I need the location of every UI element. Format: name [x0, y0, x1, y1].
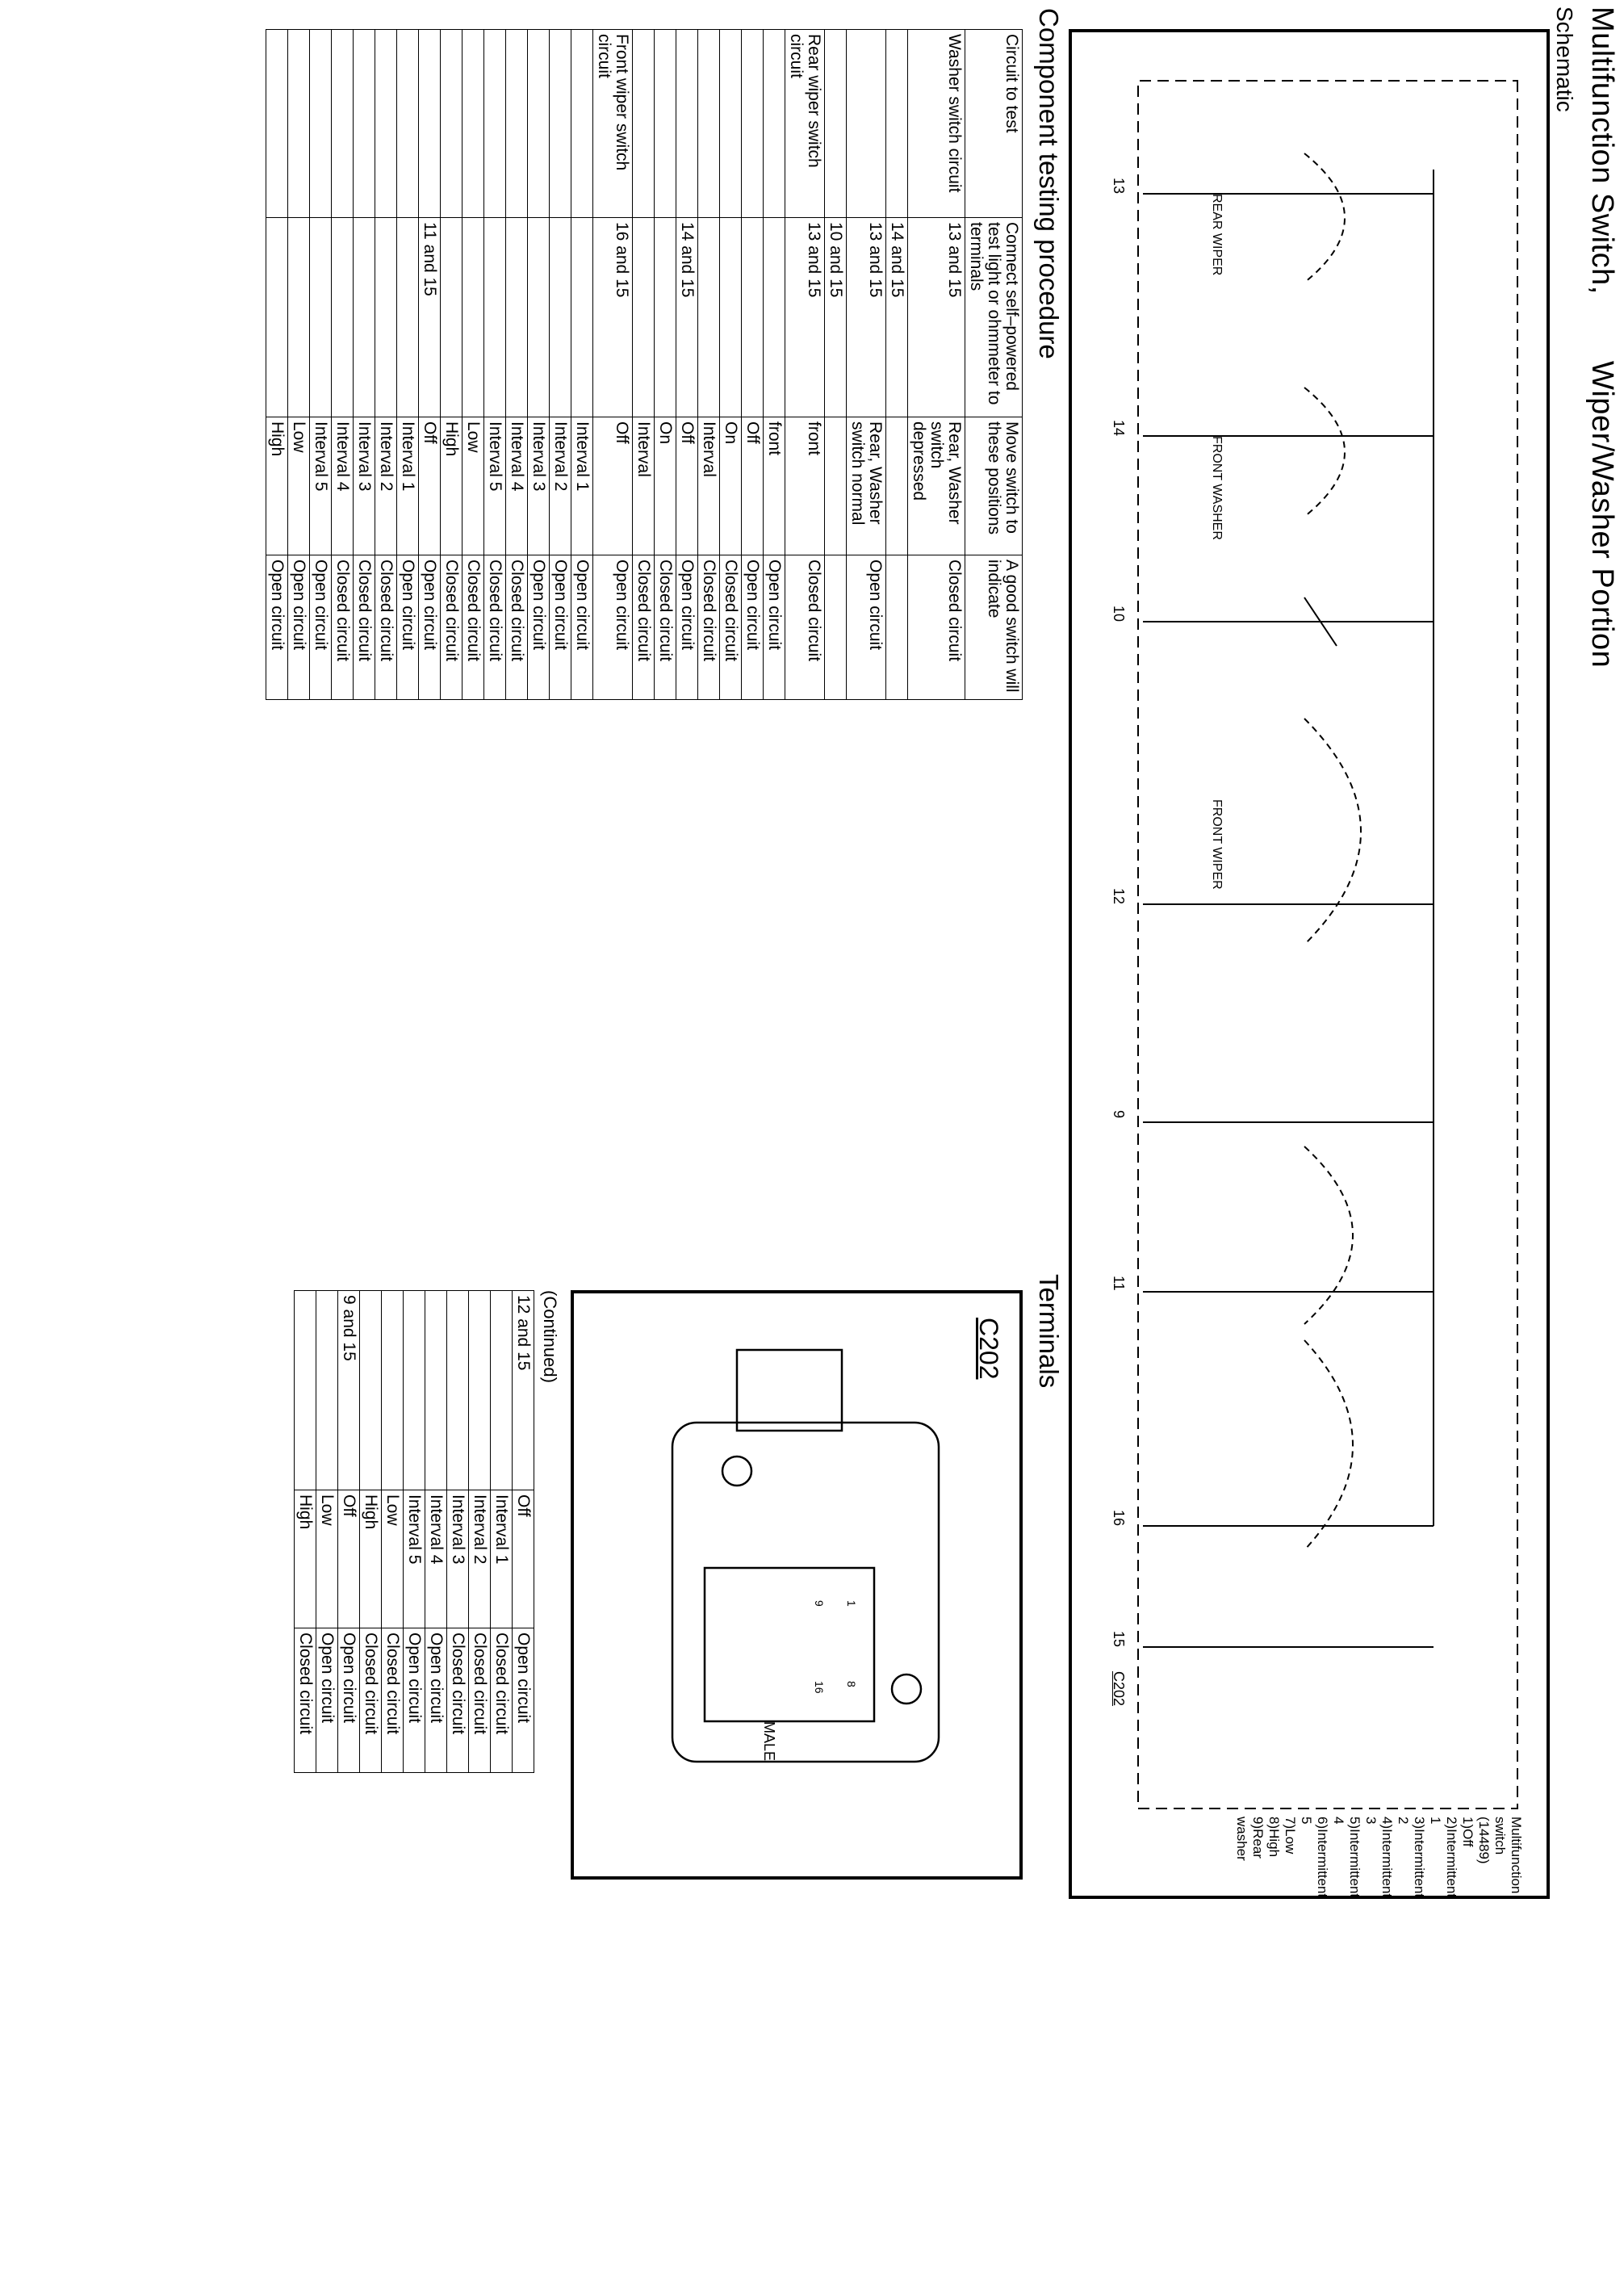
front-wiper-arc [1304, 719, 1361, 945]
cell-terminals: 16 and 15 [593, 218, 633, 417]
title-part-2: Wiper/Washer Portion [1585, 361, 1619, 668]
cell-result: Open circuit [266, 555, 288, 700]
cell-position: Off [338, 1490, 360, 1628]
cell-circuit [266, 30, 288, 218]
procedure-table [266, 29, 1023, 700]
table-row [338, 1291, 360, 1773]
cell-terminals: 12 and 15 [513, 1291, 534, 1490]
cell-result: Closed circuit [360, 1628, 382, 1773]
schematic-diagram [1072, 32, 1547, 1896]
connector-label: C202 [974, 1318, 1003, 1380]
cell-position: Interval 4 [425, 1490, 447, 1628]
cell-circuit [825, 30, 847, 218]
cell-result: Open circuit [528, 555, 550, 700]
cell-terminals: 9 and 15 [338, 1291, 360, 1490]
table-row [593, 30, 633, 700]
connector-pin-housing [705, 1568, 874, 1721]
rear-wiper-label: REAR WIPER [1210, 194, 1224, 276]
cell-circuit [550, 30, 571, 218]
cell-terminals [354, 218, 375, 417]
table-row [847, 30, 886, 700]
cell-circuit [375, 30, 397, 218]
table-row [698, 30, 720, 700]
terminal-label-15: 15 [1111, 1631, 1127, 1648]
cell-circuit [354, 30, 375, 218]
table-row [886, 30, 908, 700]
cell-terminals [484, 218, 506, 417]
cell-position: Interval 1 [571, 417, 593, 555]
connector-box [571, 1290, 1023, 1880]
cell-terminals [295, 1291, 316, 1490]
cell-result: Closed circuit [655, 555, 676, 700]
cell-position: front [764, 417, 785, 555]
cell-position: Off [593, 417, 633, 555]
cell-result: Closed circuit [382, 1628, 404, 1773]
cell-position: Off [742, 417, 764, 555]
cell-circuit [742, 30, 764, 218]
cell-circuit: Washer switch circuit [908, 30, 965, 218]
front-washer-arc [1304, 388, 1345, 517]
cell-terminals [441, 218, 463, 417]
terminal-label-13: 13 [1111, 178, 1127, 195]
cell-circuit: Front wiper switch circuit [593, 30, 633, 218]
table-row [397, 30, 419, 700]
terminal-label-14: 14 [1111, 420, 1127, 437]
cell-circuit [463, 30, 484, 218]
cell-circuit [571, 30, 593, 218]
cell-circuit [676, 30, 698, 218]
table-row [447, 1291, 469, 1773]
table-row [655, 30, 676, 700]
cell-terminals [633, 218, 655, 417]
mount-hole [892, 1674, 921, 1704]
connector-body [672, 1423, 939, 1762]
table-row [550, 30, 571, 700]
cell-position: High [266, 417, 288, 555]
table-row [463, 30, 484, 700]
cell-result: Closed circuit [506, 555, 528, 700]
table-row [676, 30, 698, 700]
cell-position: Interval 3 [447, 1490, 469, 1628]
cell-circuit [720, 30, 742, 218]
cell-position [825, 417, 847, 555]
cell-position: Interval 1 [491, 1490, 513, 1628]
header-connect: Connect self–powered test light or ohmmeter to terminals [965, 218, 1023, 417]
cell-result: Open circuit [338, 1628, 360, 1773]
cell-position: Interval 4 [506, 417, 528, 555]
legend-item: 7)Low [1283, 1817, 1298, 1855]
cell-result: Open circuit [404, 1628, 425, 1773]
cell-terminals [332, 218, 354, 417]
header-circuit: Circuit to test [965, 30, 1023, 218]
header-indicate: A good switch will indicate [965, 555, 1023, 700]
front-washer-label: FRONT WASHER [1210, 436, 1224, 540]
cell-terminals: 11 and 15 [419, 218, 441, 417]
cell-result: Open circuit [288, 555, 310, 700]
cell-circuit [528, 30, 550, 218]
table-row [425, 1291, 447, 1773]
cell-terminals [655, 218, 676, 417]
cell-result: Open circuit [397, 555, 419, 700]
switch-enclosure [1138, 81, 1517, 1808]
schematic-heading: Schematic [1552, 6, 1577, 112]
legend-item: switch (14489) [1476, 1817, 1508, 1864]
legend-item: Multifunction [1509, 1817, 1524, 1894]
continued-table-wrap [294, 1290, 534, 1773]
legend-item: 9)Rear washer [1234, 1817, 1266, 1861]
table-row [310, 30, 332, 700]
cell-circuit [633, 30, 655, 218]
cell-position: Interval 5 [310, 417, 332, 555]
cell-result: Closed circuit [491, 1628, 513, 1773]
cell-position: Off [513, 1490, 534, 1628]
cell-terminals: 10 and 15 [825, 218, 847, 417]
cell-circuit [332, 30, 354, 218]
cell-terminals [469, 1291, 491, 1490]
cell-position: On [655, 417, 676, 555]
legend-item: 5)Intermittent 4 [1331, 1817, 1362, 1898]
table-row [354, 30, 375, 700]
cell-terminals [375, 218, 397, 417]
table-row [484, 30, 506, 700]
cell-position: Rear, Washer switch depressed [908, 417, 965, 555]
cell-result: Open circuit [513, 1628, 534, 1773]
cell-position: Low [463, 417, 484, 555]
arc-16 [1304, 1340, 1353, 1550]
cell-terminals: 13 and 15 [785, 218, 825, 417]
cell-result: Open circuit [847, 555, 886, 700]
cell-position: On [720, 417, 742, 555]
cell-position: Interval 5 [484, 417, 506, 555]
terminals-heading: Terminals [1034, 1274, 1064, 1389]
cell-circuit: Rear wiper switch circuit [785, 30, 825, 218]
cell-circuit [847, 30, 886, 218]
cell-position: High [360, 1490, 382, 1628]
cell-result: Closed circuit [908, 555, 965, 700]
cell-result: Open circuit [419, 555, 441, 700]
table-row [266, 30, 288, 700]
table-row [288, 30, 310, 700]
table-row [825, 30, 847, 700]
cell-position: Low [316, 1490, 338, 1628]
table-row [764, 30, 785, 700]
legend-item: 3)Intermittent 2 [1396, 1817, 1427, 1898]
cell-result: Closed circuit [633, 555, 655, 700]
cell-result: Open circuit [310, 555, 332, 700]
cell-result: Open circuit [316, 1628, 338, 1773]
table-row [513, 1291, 534, 1773]
title-part-1: Multifunction Switch, [1585, 6, 1619, 295]
cell-result: Open circuit [742, 555, 764, 700]
table-row [908, 30, 965, 700]
table-row [571, 30, 593, 700]
schematic-box [1069, 29, 1550, 1899]
cell-circuit [288, 30, 310, 218]
cell-terminals [404, 1291, 425, 1490]
cell-position: Interval [633, 417, 655, 555]
cell-circuit [655, 30, 676, 218]
table-row [360, 1291, 382, 1773]
legend-item: 8)High [1266, 1817, 1282, 1858]
legend-item: 4)Intermittent 3 [1363, 1817, 1395, 1898]
cell-result: Open circuit [676, 555, 698, 700]
table-row [633, 30, 655, 700]
table-row [469, 1291, 491, 1773]
cell-position: Interval 2 [375, 417, 397, 555]
cell-terminals [720, 218, 742, 417]
cell-result: Open circuit [425, 1628, 447, 1773]
connector-drawing [592, 1326, 971, 1842]
table-row [332, 30, 354, 700]
cell-terminals [491, 1291, 513, 1490]
cell-position: Interval 2 [550, 417, 571, 555]
continued-label: (Continued) [540, 1290, 560, 1383]
terminal-label-11: 11 [1111, 1276, 1127, 1291]
cell-result: Closed circuit [332, 555, 354, 700]
cell-position: Interval 3 [354, 417, 375, 555]
cell-result: Closed circuit [354, 555, 375, 700]
cell-circuit [397, 30, 419, 218]
cell-position: Interval 4 [332, 417, 354, 555]
cell-position: High [441, 417, 463, 555]
cell-terminals [528, 218, 550, 417]
cell-terminals [288, 218, 310, 417]
switch-legend [1233, 1817, 1524, 1897]
connector-latch [737, 1350, 842, 1431]
cell-terminals [397, 218, 419, 417]
cell-result: Open circuit [571, 555, 593, 700]
cell-terminals [266, 218, 288, 417]
table-row [375, 30, 397, 700]
cell-circuit [886, 30, 908, 218]
cell-result: Open circuit [593, 555, 633, 700]
cell-terminals [698, 218, 720, 417]
cell-terminals [425, 1291, 447, 1490]
legend-item: 2)Intermittent 1 [1428, 1817, 1459, 1898]
continued-table [294, 1290, 534, 1773]
cell-circuit [310, 30, 332, 218]
header-move: Move switch to these positions [965, 417, 1023, 555]
cell-circuit [441, 30, 463, 218]
cell-terminals [310, 218, 332, 417]
cell-terminals [571, 218, 593, 417]
table-row [720, 30, 742, 700]
cell-result: Closed circuit [295, 1628, 316, 1773]
cell-result: Closed circuit [785, 555, 825, 700]
cell-result: Closed circuit [698, 555, 720, 700]
terminal-label-10: 10 [1111, 606, 1127, 622]
table-row [506, 30, 528, 700]
cell-result: Closed circuit [484, 555, 506, 700]
cell-terminals [764, 218, 785, 417]
terminal-label-12: 12 [1111, 888, 1127, 905]
terminal-label-9: 9 [1111, 1110, 1127, 1119]
legend-item: 6)Intermittent 5 [1299, 1817, 1330, 1898]
procedure-table-wrap [266, 29, 1023, 700]
cell-result [825, 555, 847, 700]
cell-position: Low [288, 417, 310, 555]
cell-result: Closed circuit [469, 1628, 491, 1773]
cell-position: Low [382, 1490, 404, 1628]
cell-position: Interval 2 [469, 1490, 491, 1628]
pin-label-9: 9 [813, 1600, 826, 1607]
cell-terminals: 13 and 15 [908, 218, 965, 417]
cell-terminals [506, 218, 528, 417]
front-wiper-label: FRONT WIPER [1210, 799, 1224, 890]
cell-position: front [785, 417, 825, 555]
page-title [1584, 6, 1619, 668]
cell-terminals [382, 1291, 404, 1490]
cell-result: Closed circuit [375, 555, 397, 700]
cell-position: Off [419, 417, 441, 555]
cell-position: Interval 1 [397, 417, 419, 555]
cell-terminals [550, 218, 571, 417]
arc-9-11 [1304, 1146, 1353, 1324]
mount-hole [722, 1456, 751, 1486]
table-row [419, 30, 441, 700]
table-header-row [965, 30, 1023, 700]
table-row [316, 1291, 338, 1773]
cell-circuit [484, 30, 506, 218]
cell-position: Off [676, 417, 698, 555]
cell-terminals: 13 and 15 [847, 218, 886, 417]
cell-circuit [698, 30, 720, 218]
cell-result: Closed circuit [463, 555, 484, 700]
cell-position: High [295, 1490, 316, 1628]
cell-terminals [463, 218, 484, 417]
table-row [528, 30, 550, 700]
pin-label-1: 1 [845, 1600, 858, 1607]
cell-position [886, 417, 908, 555]
cell-position: Rear, Washer switch normal [847, 417, 886, 555]
cell-terminals [742, 218, 764, 417]
legend-item: 1)Off [1460, 1817, 1475, 1847]
schematic-connector-label: C202 [1111, 1671, 1127, 1707]
cell-terminals [316, 1291, 338, 1490]
table-row [785, 30, 825, 700]
cell-result: Open circuit [764, 555, 785, 700]
cell-terminals [360, 1291, 382, 1490]
table-row [382, 1291, 404, 1773]
procedure-heading: Component testing procedure [1034, 8, 1064, 359]
table-row [742, 30, 764, 700]
pin-label-8: 8 [845, 1681, 858, 1687]
cell-position: Interval 3 [528, 417, 550, 555]
pin-label-16: 16 [813, 1681, 826, 1694]
cell-terminals: 14 and 15 [676, 218, 698, 417]
cell-circuit [506, 30, 528, 218]
cell-circuit [419, 30, 441, 218]
cell-result: Closed circuit [441, 555, 463, 700]
cell-result: Closed circuit [720, 555, 742, 700]
table-row [295, 1291, 316, 1773]
table-row [491, 1291, 513, 1773]
cell-circuit [764, 30, 785, 218]
cell-position: Interval 5 [404, 1490, 425, 1628]
table-row [404, 1291, 425, 1773]
cell-terminals: 14 and 15 [886, 218, 908, 417]
cell-result [886, 555, 908, 700]
cell-result: Open circuit [550, 555, 571, 700]
cell-position: Interval [698, 417, 720, 555]
table-row [441, 30, 463, 700]
rear-wiper-arc [1304, 153, 1345, 283]
cell-result: Closed circuit [447, 1628, 469, 1773]
terminal-label-16: 16 [1111, 1510, 1127, 1527]
male-label: MALE [761, 1721, 777, 1762]
cell-terminals [447, 1291, 469, 1490]
